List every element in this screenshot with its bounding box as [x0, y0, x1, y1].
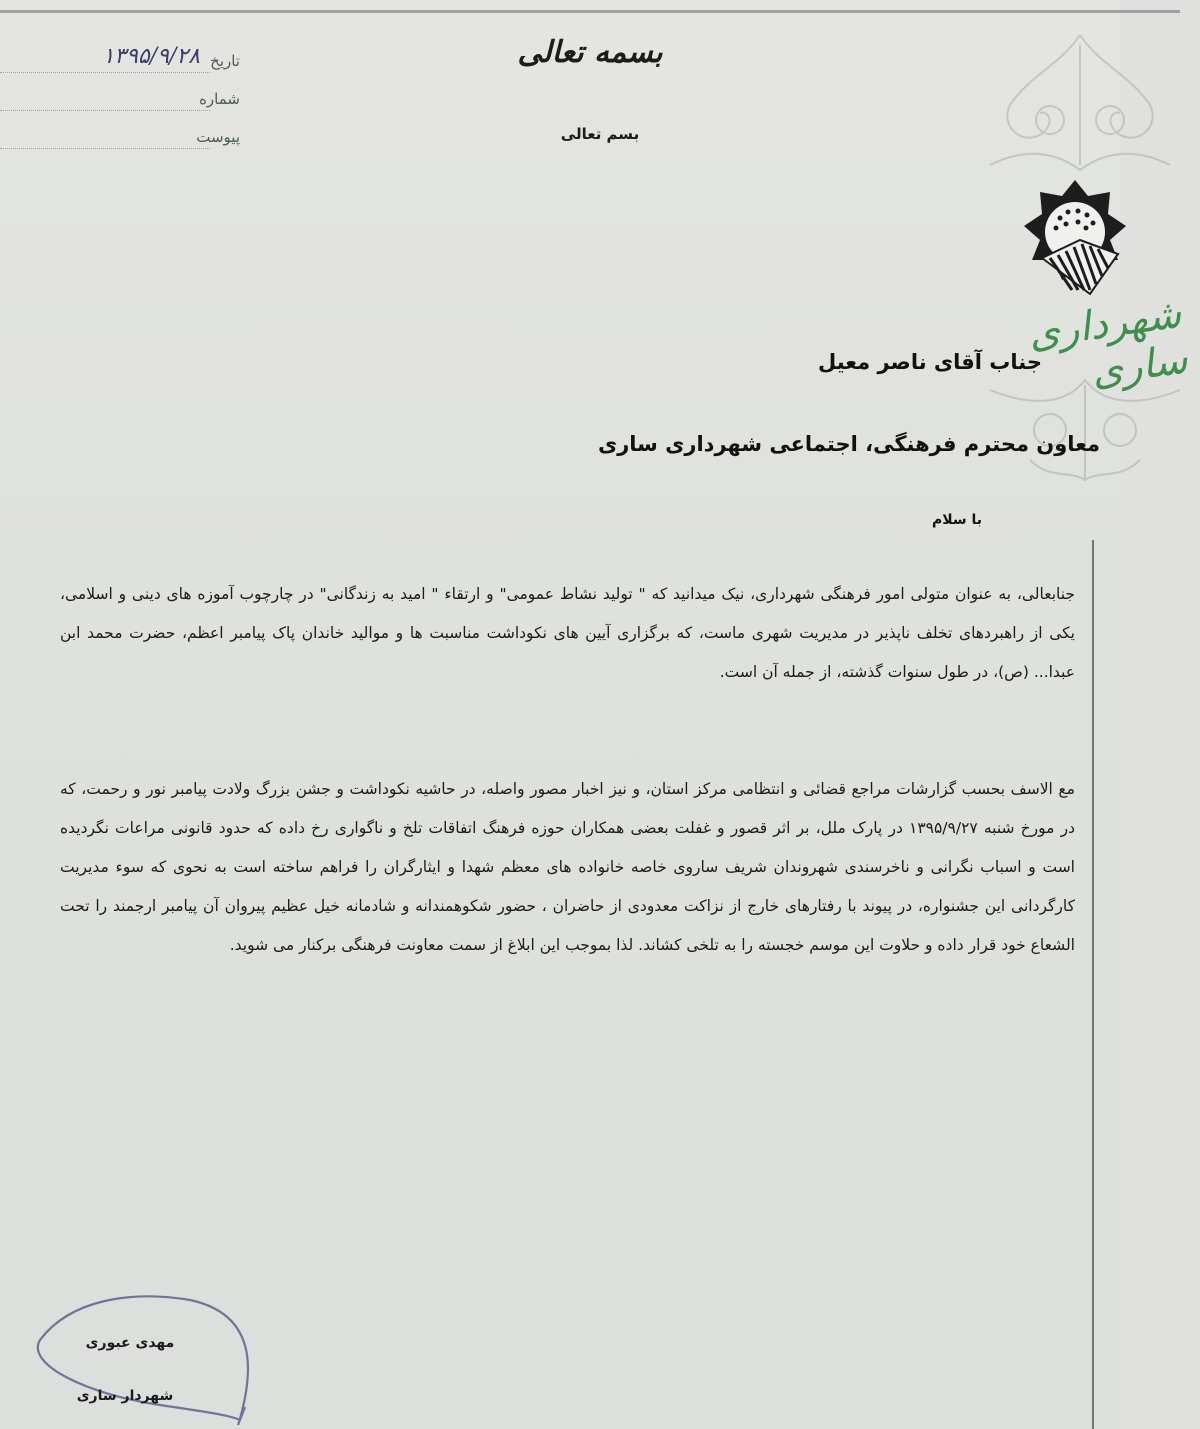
- top-rule: [0, 10, 1180, 13]
- meta-dotted-line: [0, 110, 210, 111]
- meta-attachment: [0, 126, 260, 164]
- meta-date: [0, 44, 260, 88]
- greeting: با سلام: [931, 512, 982, 528]
- signatory-title: شهردار ساری: [76, 1388, 174, 1404]
- handwritten-signature-icon: [30, 1295, 280, 1425]
- page-edge: [1120, 0, 1200, 1429]
- meta-label: پیوست: [196, 128, 240, 146]
- meta-date-value: ۱۳۹۵/۹/۲۸: [102, 44, 200, 69]
- meta-dotted-line: [0, 72, 210, 73]
- meta-dotted-line: [0, 148, 210, 149]
- ornament-top-icon: [970, 25, 1190, 175]
- bismillah-printed: بسم تعالی: [560, 125, 640, 143]
- signatory-name: مهدی عبوری: [85, 1335, 175, 1351]
- bismillah-calligraphy: بسمه تعالی: [517, 35, 663, 70]
- sari-municipality-wordmark: شهرداری ساری: [1025, 290, 1191, 396]
- letter-meta: [0, 44, 260, 164]
- meta-label: تاریخ: [210, 52, 240, 70]
- addressee-name: جناب آقای ناصر معیل: [817, 350, 1042, 374]
- body-paragraph-1: جنابعالی، به عنوان متولی امور فرهنگی شهرداری، نیک میدانید که " تولید نشاط عمومی" و ارتقاء " امید به زندگانی" در چارچوب آموزه های دینی و اسلامی، یکی از راهبردهای تخلف ناپذیر در مدیریت شهری ماست، که برگزاری آیین های نکوداشت مناسبت ها و موالید خاندان پاک پیامبر اعظم، حضرت محمد ابن عبدا... (ص)، در طول سنوات گذشته، از جمله آن است.: [60, 585, 1075, 681]
- addressee-position: معاون محترم فرهنگی، اجتماعی شهرداری ساری: [597, 432, 1100, 456]
- margin-line: [1092, 540, 1094, 1429]
- meta-label: شماره: [199, 90, 240, 108]
- body-paragraph-2: مع الاسف بحسب گزارشات مراجع قضائی و انتظامی مرکز استان، و نیز اخبار مصور واصله، در حاشیه نکوداشت و جشن بزرگ ولادت پیامبر نور و رحمت، که در مورخ شنبه ۱۳۹۵/۹/۲۷ در پارک ملل، بر اثر قصور و غفلت بعضی همکاران حوزه فرهنگ اتفاقات تلخ و ناگواری رخ داده که حدود قانونی مراعات نگردیده است و اسباب نگرانی و ناخرسندی شهروندان شریف ساروی خاصه خانواده های معظم شهدا و ایثارگران را فراهم ساخته است به نحوی که سوء مدیریت کارگردانی این جشنواره، در پیوند با رفتارهای خارج از نزاکت معدودی از حاضران ، حضور شکوهمندانه و شادمانه خیل عظیم پیروان آن پیامبر ارجمند را تحت الشعاع خود قرار داده و حلاوت این موسم خجسته را به تلخی کشاند. لذا بموجب این ابلاغ از سمت معاونت فرهنگی برکنار می شوید.: [60, 780, 1075, 954]
- meta-number: [0, 88, 260, 126]
- sari-municipality-logo-icon: [1020, 178, 1130, 308]
